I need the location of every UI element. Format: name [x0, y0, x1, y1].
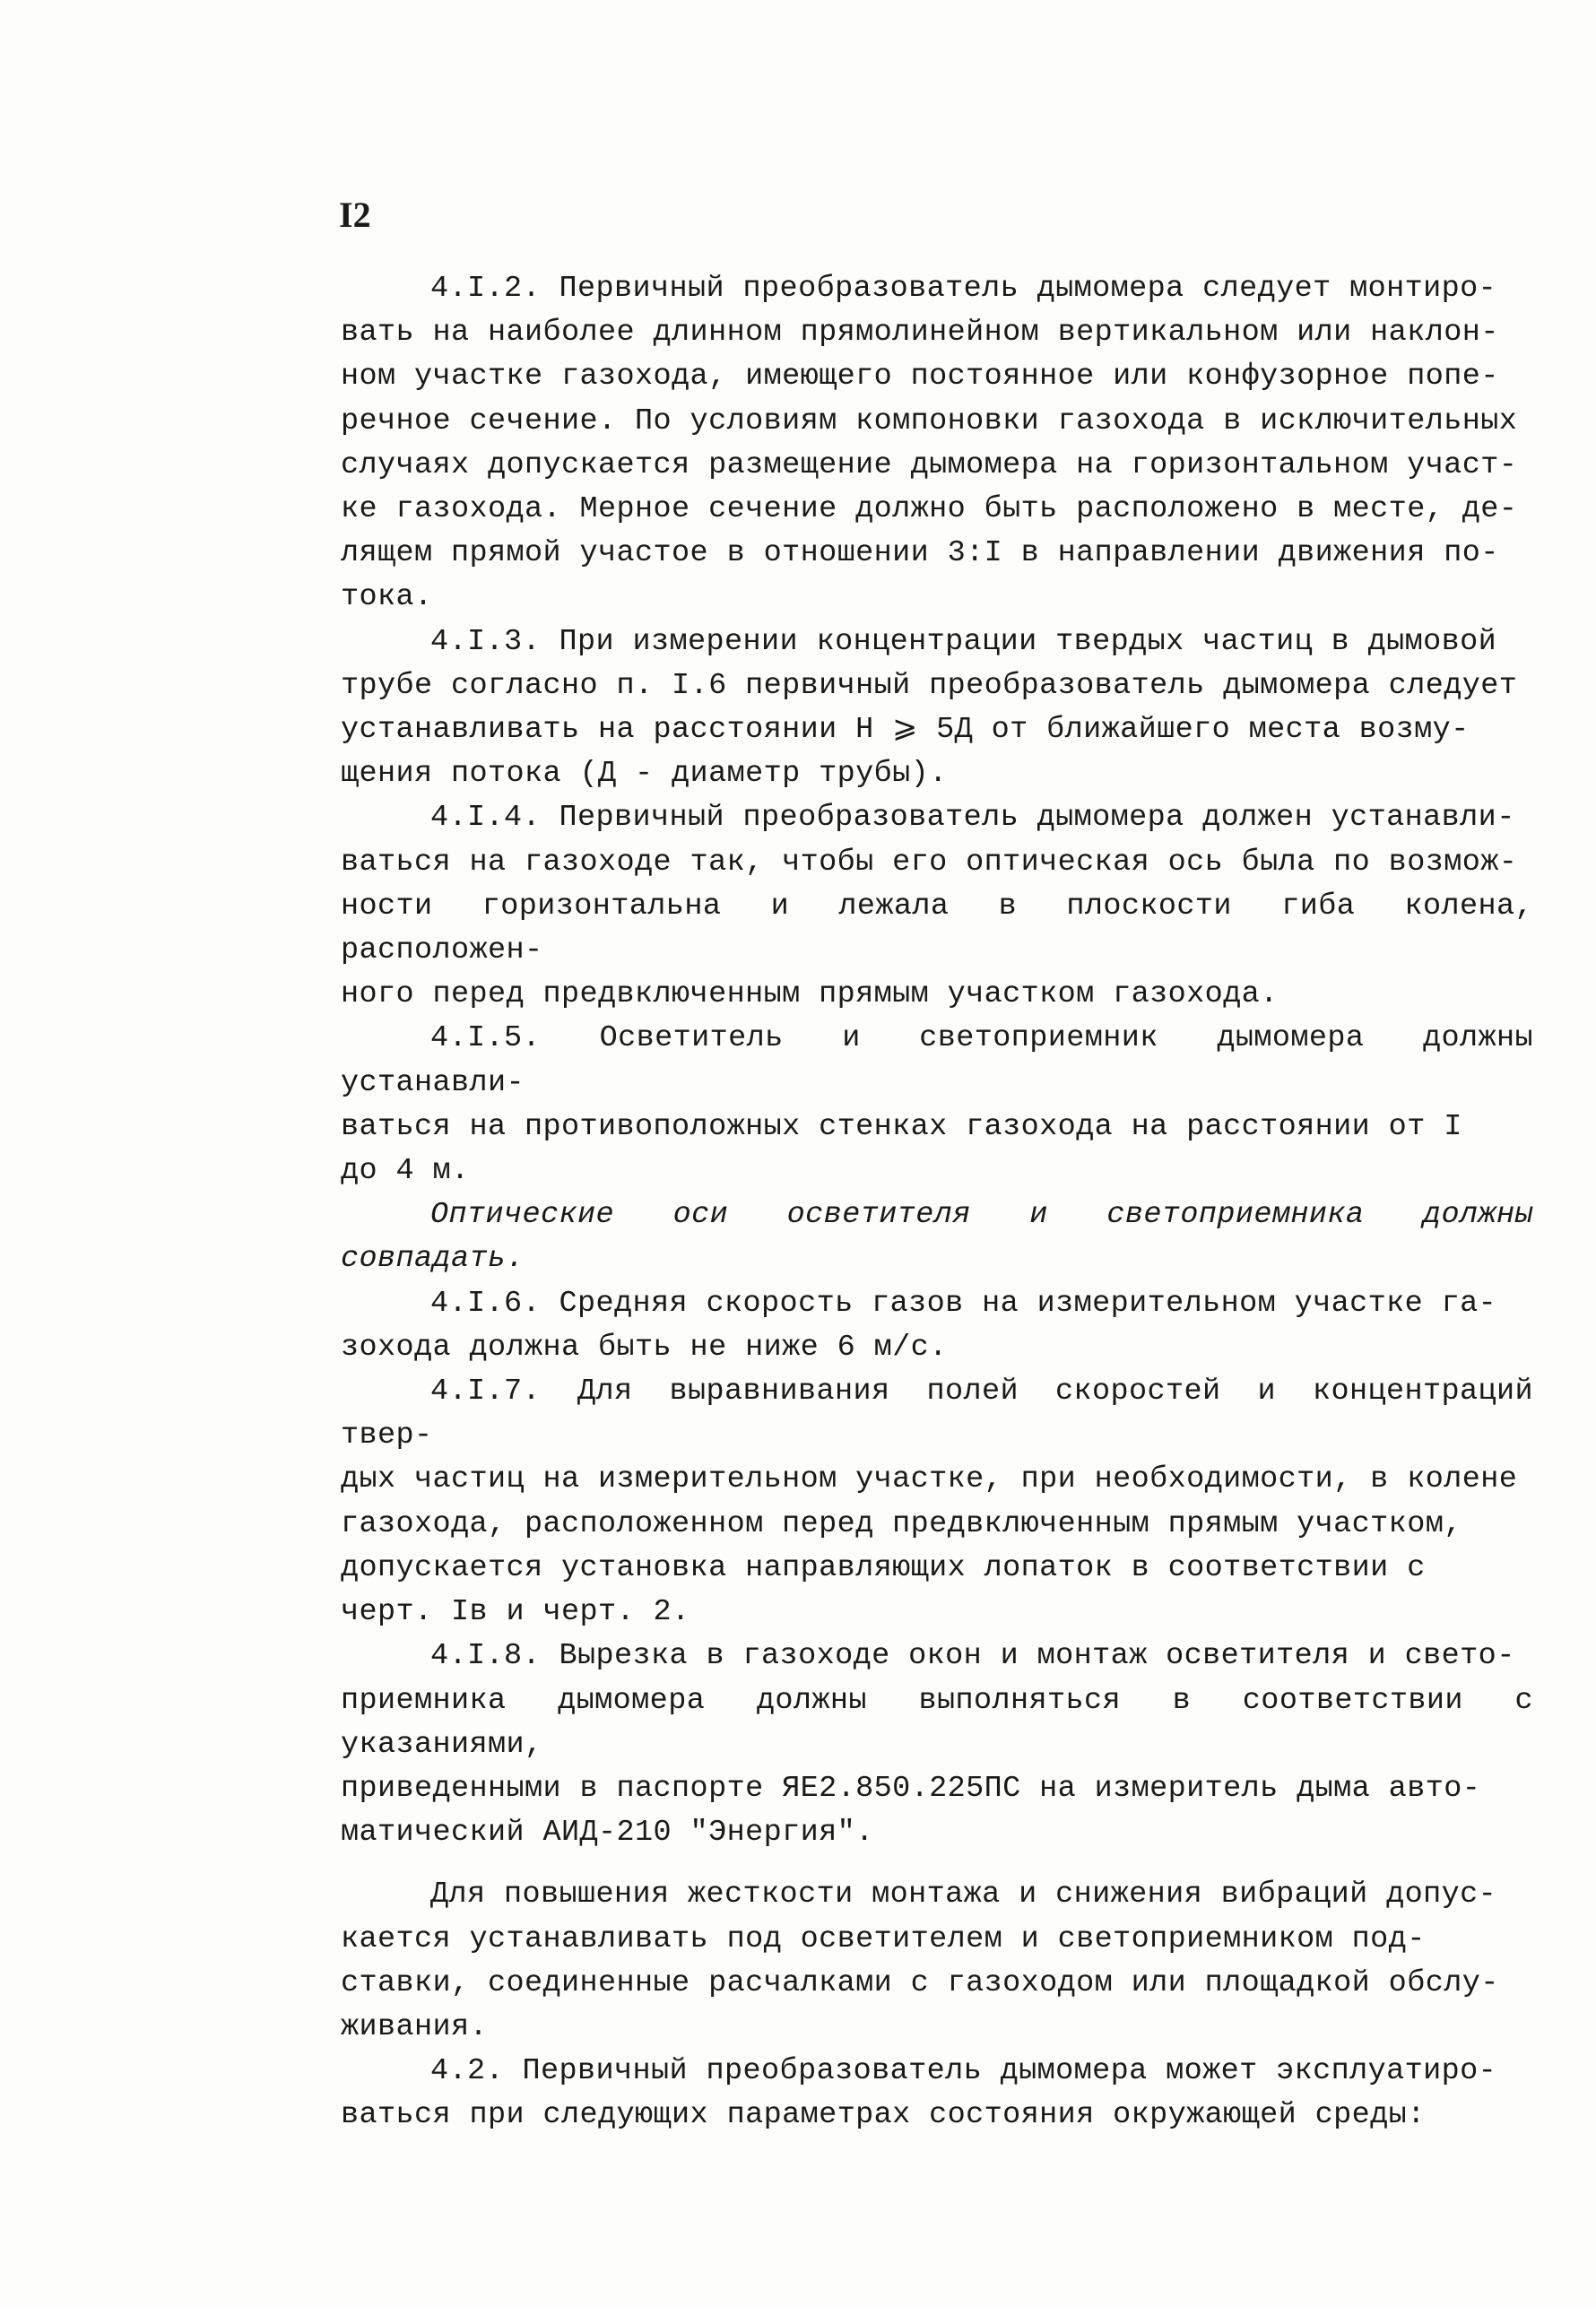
paragraph-4-2: 4.2. Первичный преобразователь дымомера может эксплуатиро- ваться при следующих параметрах состояния окружающей среды: — [341, 2054, 1497, 2133]
paragraph-4-1-8: 4.I.8. Вырезка в газоходе окон и монтаж осветителя и свето- приемника дымомера должны выполняться в соответствии с указаниями, приведенными в паспорте ЯЕ2.850.225ПС на измеритель дыма авто- матический АИД-210 "Энергия". — [341, 1639, 1533, 1851]
body-text — [341, 267, 1533, 2138]
paragraph-4-1-5: 4.I.5. Осветитель и светоприемник дымомера должны устанавли- ваться на противоположных стенках газохода на расстоянии от I до 4 м. — [341, 1021, 1533, 1189]
paragraph-4-1-4: 4.I.4. Первичный преобразователь дымомера должен устанавли- ваться на газоходе так, чтобы его оптическая ось была по возмож- ности горизонтальна и лежала в плоскости гиба колена, расположен- ного перед предвключенным прямым участком газохода. — [341, 801, 1533, 1012]
paragraph-4-1-3: 4.I.3. При измерении концентрации твердых частиц в дымовой трубе согласно п. I.6 первичный преобразователь дымомера следует устанавливать на расстоянии H ⩾ 5Д от ближайшего места возму- щения потока (Д - диаметр трубы). — [341, 624, 1518, 792]
paragraph-4-1-2: 4.I.2. Первичный преобразователь дымомера следует монтиро- вать на наиболее длинном прямолинейном вертикальном или наклон- ном участке газохода, имеющего постоянное или конфузорное попе- речное сечение. По условиям компоновки газохода в исключительных случаях допускается размещение дымомера на горизонтальном участ- ке газохода. Мерное сечение должно быть расположено в месте, де- лящем прямой участое в отношении 3:I в направлении движения по- тока. — [341, 272, 1518, 615]
page-number: I2 — [339, 195, 371, 235]
paragraph-4-1-6: 4.I.6. Средняя скорость газов на измерительном участке га- зохода должна быть не ниже 6 м/с. — [341, 1286, 1497, 1365]
paragraph-rigidity-note: Для повышения жесткости монтажа и снижения вибраций допус- кается устанавливать под осветителем и светоприемником под- ставки, соединенные расчалками с газоходом или площадкой обслу- живания. — [341, 1878, 1499, 2044]
paragraph-4-1-7: 4.I.7. Для выравнивания полей скоростей и концентраций твер- дых частиц на измерительном участке, при необходимости, в колене газохода, расположенном перед предвключенным прямым участком, допускается установка направляющих лопаток в соответствии с черт. Iв и черт. 2. — [341, 1375, 1533, 1630]
paragraph-optical-axes-note: Оптические оси осветителя и светоприемника должны совпадать. — [341, 1198, 1533, 1277]
